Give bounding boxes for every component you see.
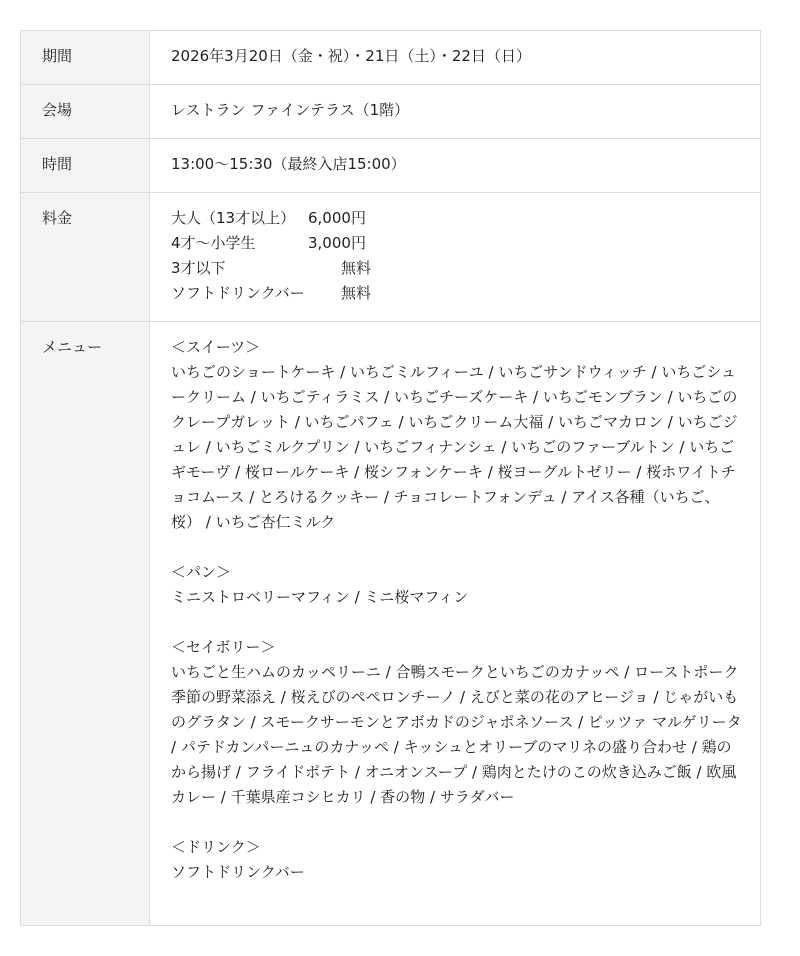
- price-item-price: 無料: [341, 259, 372, 277]
- row-venue: [21, 85, 761, 139]
- menu-section-items: ミニストロベリーマフィン / ミニ桜マフィン: [171, 588, 469, 606]
- menu-section-bread: [171, 560, 746, 610]
- time-label: 時間: [21, 139, 150, 193]
- price-item-price: 無料: [341, 284, 372, 302]
- row-menu: [21, 322, 761, 926]
- menu-section-items: いちごと生ハムのカッペリーニ / 合鴨スモークといちごのカナッペ / ローストポーク 季節の野菜添え / 桜えびのペペロンチーノ / えびと菜の花のアヒージョ / じゃがいものグラタン / スモークサーモンとアボカドのジャポネソース / ピッツァ マルゲリータ / パテドカンパーニュのカナッペ / キッシュとオリーブのマリネの盛り合わせ / 鶏のから揚げ / フライドポテト / オニオンスープ / 鶏肉とたけのこの炊き込みご飯 / 欧風カレー / 千葉県産コシヒカリ / 香の物 / サラダバー: [171, 663, 742, 806]
- price-item-price: 3,000円: [308, 234, 366, 252]
- period-value: 2026年3月20日（金・祝）・21日（土）・22日（日）: [150, 31, 761, 85]
- price-item-infant: [171, 256, 746, 281]
- period-label: 期間: [21, 31, 150, 85]
- menu-label: メニュー: [21, 322, 150, 926]
- menu-section-heading: ＜スイーツ＞: [171, 338, 261, 356]
- price-item-name: 大人（13才以上）: [171, 209, 296, 227]
- price-label: 料金: [21, 193, 150, 322]
- row-price: [21, 193, 761, 322]
- row-period: [21, 31, 761, 85]
- price-item-name: 3才以下: [171, 259, 226, 277]
- menu-content: [150, 322, 761, 926]
- menu-section-savory: [171, 635, 746, 810]
- time-value: 13:00〜15:30（最終入店15:00）: [150, 139, 761, 193]
- price-item-name: ソフトドリンクバー: [171, 284, 305, 302]
- menu-spacer: [171, 810, 746, 835]
- price-item-price: 6,000円: [308, 209, 366, 227]
- menu-spacer: [171, 610, 746, 635]
- event-info-table: [20, 30, 761, 926]
- price-item-drink: [171, 281, 746, 306]
- menu-section-heading: ＜ドリンク＞: [171, 838, 261, 856]
- price-item-child: [171, 231, 746, 256]
- menu-section-items: いちごのショートケーキ / いちごミルフィーユ / いちごサンドウィッチ / いちごシュークリーム / いちごティラミス / いちごチーズケーキ / いちごモンブラン / いちごのクレープガレット / いちごパフェ / いちごクリーム大福 / いちごマカロン / いちごジュレ / いちごミルクプリン / いちごフィナンシェ / いちごのファーブルトン / いちごギモーヴ / 桜ロールケーキ / 桜シフォンケーキ / 桜ヨーグルトゼリー / 桜ホワイトチョコムース / とろけるクッキー / チョコレートフォンデュ / アイス各種（いちご、桜） / いちご杏仁ミルク: [171, 363, 738, 531]
- menu-section-items: ソフトドリンクバー: [171, 863, 305, 881]
- menu-section-drink: [171, 835, 746, 885]
- menu-section-heading: ＜セイボリー＞: [171, 638, 276, 656]
- venue-label: 会場: [21, 85, 150, 139]
- menu-section-heading: ＜パン＞: [171, 563, 232, 581]
- price-item-adult: [171, 206, 746, 231]
- row-time: [21, 139, 761, 193]
- price-list: [150, 193, 761, 322]
- price-item-name: 4才〜小学生: [171, 234, 256, 252]
- menu-section-sweets: [171, 335, 746, 535]
- venue-value: レストラン ファインテラス（1階）: [150, 85, 761, 139]
- menu-spacer: [171, 535, 746, 560]
